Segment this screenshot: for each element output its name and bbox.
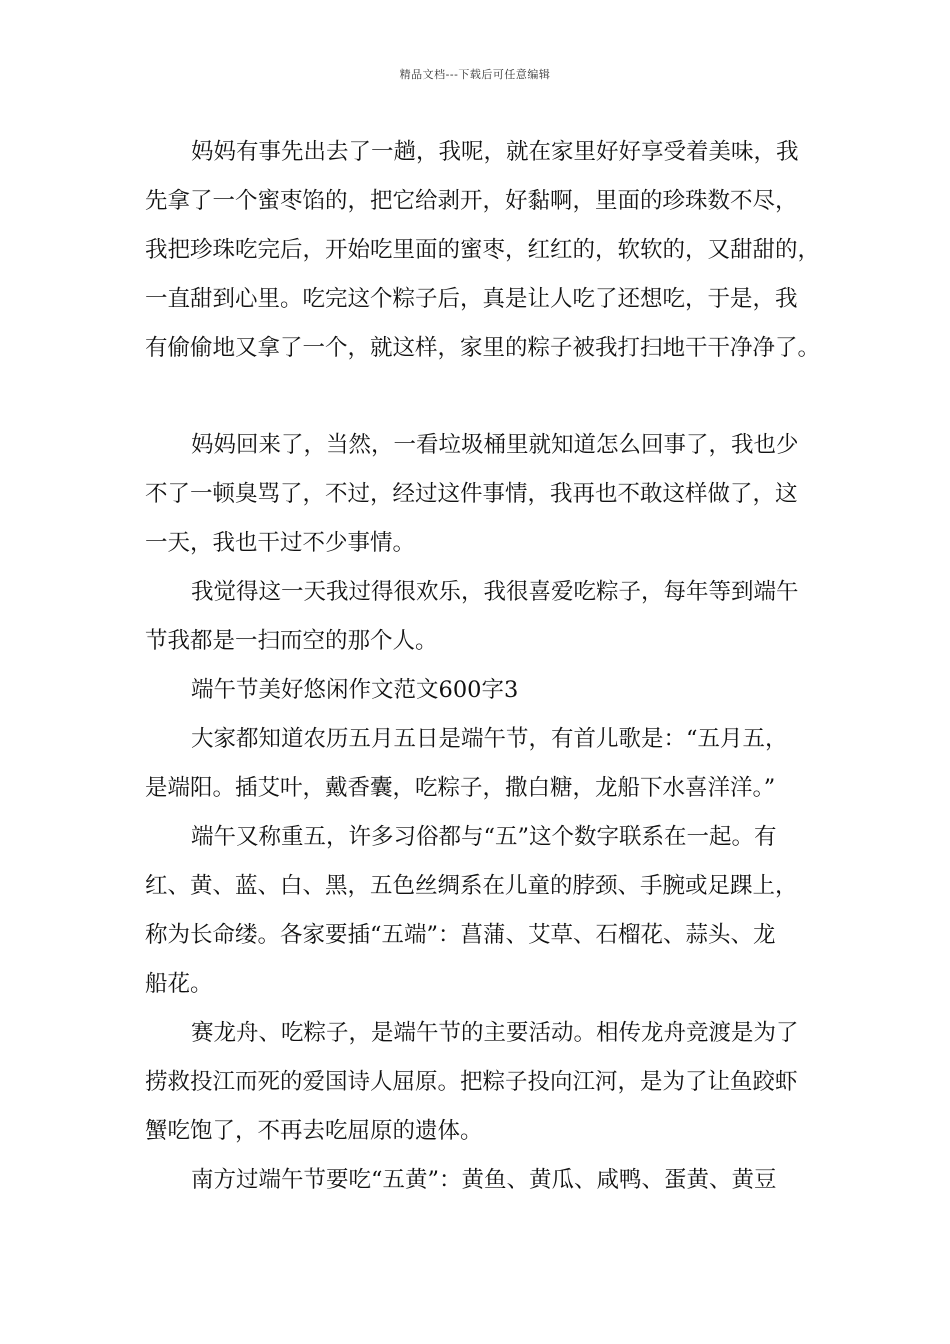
paragraph-3 [145,568,835,666]
paragraph-4 [145,715,835,813]
paragraph-line: 先拿了一个蜜枣馅的，把它给剥开，好黏啊，里面的珍珠数不尽， [145,188,798,214]
paragraph-6 [145,1009,835,1156]
paragraph-2 [145,421,835,568]
paragraph-line: 一直甜到心里。吃完这个粽子后，真是让人吃了还想吃，于是，我 [145,286,798,312]
paragraph-spacer [145,373,835,421]
paragraph-line: 节我都是一扫而空的那个人。 [145,628,438,654]
section-title-text: 端午节美好悠闲作文范文600字3 [191,677,519,703]
paragraph-line: 妈妈回来了，当然，一看垃圾桶里就知道怎么回事了，我也少 [191,432,799,458]
paragraph-5 [145,813,835,1009]
paragraph-line: 蟹吃饱了，不再去吃屈原的遗体。 [145,1118,483,1144]
paragraph-line: 端午又称重五，许多习俗都与“五”这个数字联系在一起。有 [191,824,777,850]
paragraph-line: 我觉得这一天我过得很欢乐，我很喜爱吃粽子，每年等到端午 [191,579,799,605]
paragraph-line: 捞救投江而死的爱国诗人屈原。把粽子投向江河，是为了让鱼跤虾 [145,1069,798,1095]
paragraph-line: 妈妈有事先出去了一趟，我呢，就在家里好好享受着美味，我 [191,139,799,165]
paragraph-line: 我把珍珠吃完后，开始吃里面的蜜枣，红红的，软软的，又甜甜的， [145,237,821,263]
paragraph-line: 称为长命缕。各家要插“五端”：菖蒲、艾草、石榴花、蒜头、龙 [145,922,776,948]
paragraph-line: 南方过端午节要吃“五黄”：黄鱼、黄瓜、咸鸭、蛋黄、黄豆 [191,1167,777,1193]
paragraph-line: 红、黄、蓝、白、黑，五色丝绸系在儿童的脖颈、手腕或足踝上， [145,873,798,899]
paragraph-line: 不了一顿臭骂了，不过，经过这件事情，我再也不敢这样做了，这 [145,481,798,507]
paragraph-line: 大家都知道农历五月五日是端午节，有首儿歌是：“五月五， [191,726,788,752]
paragraph-1 [145,128,835,373]
paragraph-line: 赛龙舟、吃粽子，是端午节的主要活动。相传龙舟竞渡是为了 [191,1020,799,1046]
paragraph-line: 是端阳。插艾叶，戴香囊，吃粽子，撒白糖，龙船下水喜洋洋。” [145,775,776,801]
document-body [145,128,835,1205]
paragraph-line: 船花。 [145,971,213,997]
paragraph-line: 有偷偷地又拿了一个，就这样，家里的粽子被我打扫地干干净净了。 [145,335,821,361]
paragraph-7 [145,1156,835,1205]
page-header: 精品文档---下载后可任意编辑 [399,68,551,81]
section-title [145,666,835,715]
paragraph-line: 一天，我也干过不少事情。 [145,530,416,556]
